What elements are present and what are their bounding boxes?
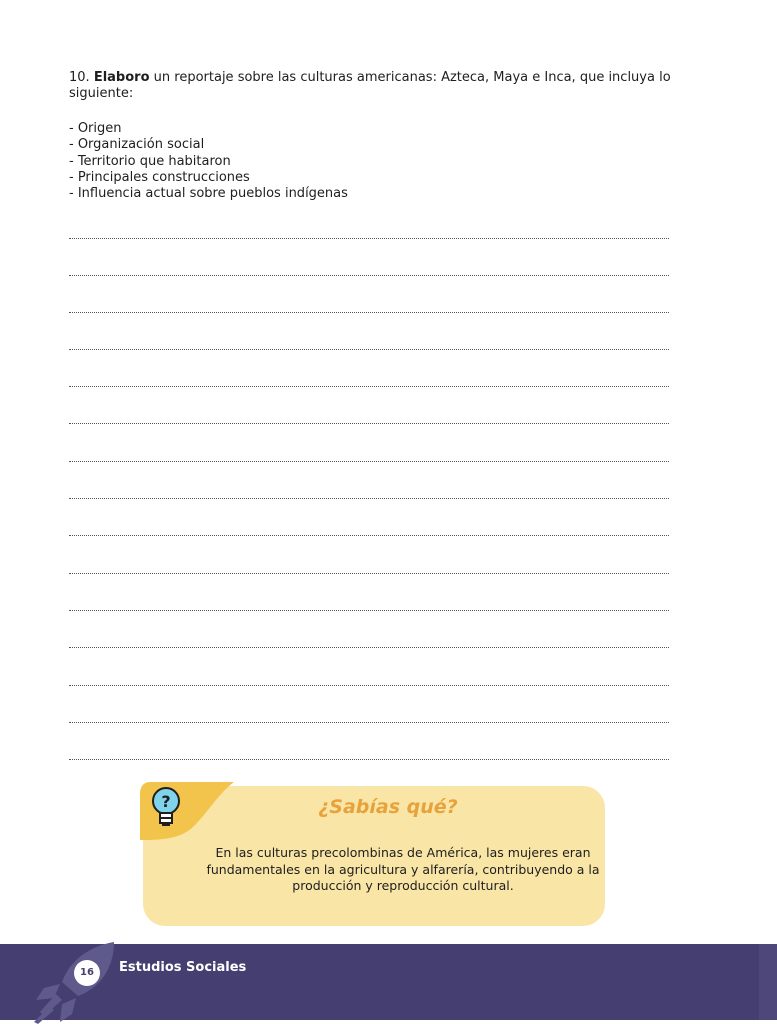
footer-edge bbox=[759, 944, 777, 1020]
writing-line[interactable] bbox=[69, 610, 669, 611]
list-item: - Organización social bbox=[69, 137, 205, 153]
writing-line[interactable] bbox=[69, 573, 669, 574]
writing-line[interactable] bbox=[69, 275, 669, 276]
list-item: - Principales construcciones bbox=[69, 169, 250, 185]
writing-line[interactable] bbox=[69, 423, 669, 424]
instruction-number: 10. bbox=[69, 70, 90, 85]
list-item: - Influencia actual sobre pueblos indígenas bbox=[69, 186, 348, 202]
requirements-list bbox=[69, 121, 348, 202]
page-number: 16 bbox=[74, 960, 100, 986]
instruction bbox=[69, 70, 679, 102]
rocket-icon bbox=[30, 942, 120, 1024]
instruction-text: un reportaje sobre las culturas americanas: Azteca, Maya e Inca, que incluya lo siguiente: bbox=[69, 70, 671, 101]
writing-line[interactable] bbox=[69, 349, 669, 350]
writing-line[interactable] bbox=[69, 238, 669, 239]
writing-line[interactable] bbox=[69, 312, 669, 313]
callout-text: En las culturas precolombinas de América, las mujeres eran fundamentales en la agricultura y alfarería, contribuyendo a la producción y reproducción cultural. bbox=[206, 845, 600, 893]
footer-title: Estudios Sociales bbox=[119, 960, 247, 975]
writing-line[interactable] bbox=[69, 722, 669, 723]
svg-text:?: ? bbox=[161, 792, 171, 811]
writing-line[interactable] bbox=[69, 759, 669, 760]
list-item: - Territorio que habitaron bbox=[69, 153, 231, 169]
writing-line[interactable] bbox=[69, 647, 669, 648]
writing-line[interactable] bbox=[69, 498, 669, 499]
list-item: - Origen bbox=[69, 121, 122, 136]
writing-line[interactable] bbox=[69, 535, 669, 536]
writing-line[interactable] bbox=[69, 461, 669, 462]
callout-title: ¿Sabías qué? bbox=[318, 796, 458, 818]
writing-line[interactable] bbox=[69, 685, 669, 686]
instruction-verb: Elaboro bbox=[93, 70, 150, 85]
writing-line[interactable] bbox=[69, 386, 669, 387]
